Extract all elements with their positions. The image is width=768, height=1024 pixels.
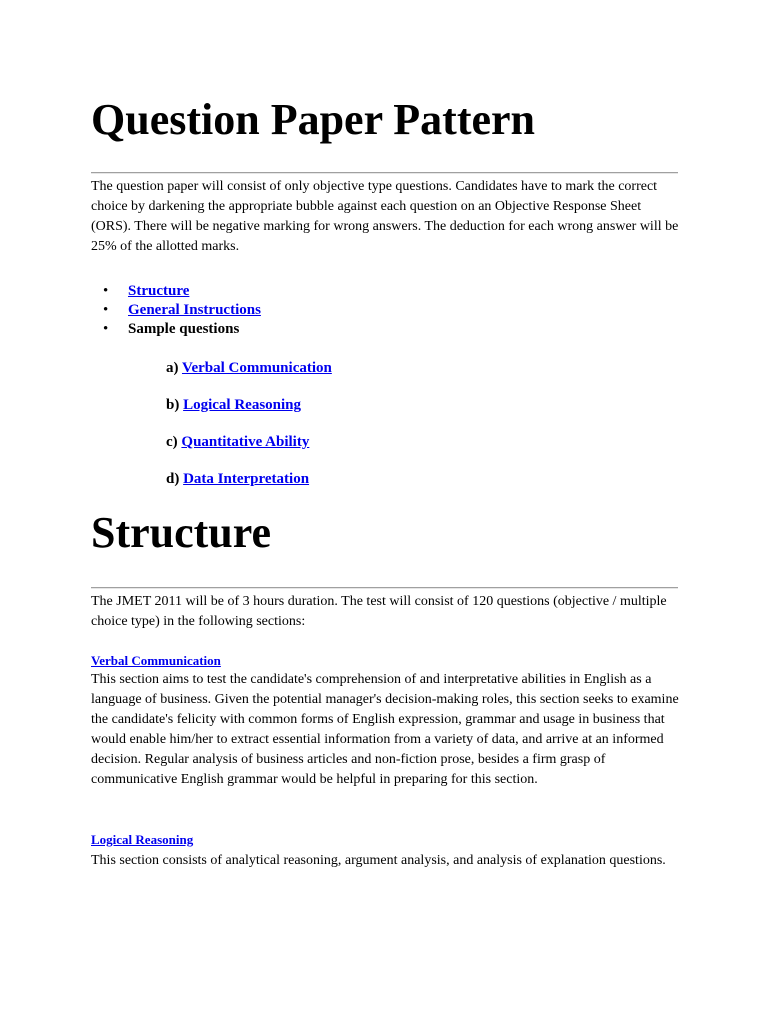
sample-prefix: b) [166, 397, 180, 413]
sample-link-verbal-communication[interactable]: Verbal Communication [181, 360, 332, 376]
sample-prefix: a) [166, 360, 179, 376]
sample-link-quantitative-ability[interactable]: Quantitative Ability [181, 434, 310, 450]
sample-prefix: d) [166, 471, 180, 487]
sample-item-logical [166, 395, 301, 415]
sample-prefix: c) [166, 434, 178, 450]
section-link-verbal-communication[interactable]: Verbal Communication [91, 653, 221, 668]
section-text-verbal-communication: This section aims to test the candidate's comprehension of and interpretative abilities in English as a language of business. Given the potential manager's decision-making roles, this section seeks to examine the candidate's felicity with common forms of English expression, grammar and usage in business that would enable him/her to extract essential information from a variety of data, and arrive at an informed decision. Regular analysis of business articles and non-fiction prose, besides a firm grasp of communicative English grammar would be helpful in preparing for this section. [91, 672, 679, 787]
toc-link-structure[interactable]: Structure [128, 283, 190, 299]
section-text-logical-reasoning: This section consists of analytical reasoning, argument analysis, and analysis of explanation questions. [91, 853, 666, 868]
bullet-icon: • [103, 321, 109, 337]
toc-item-general-instructions [91, 301, 261, 320]
toc-label-sample-questions: Sample questions [128, 321, 240, 337]
section-link-logical-reasoning[interactable]: Logical Reasoning [91, 832, 194, 847]
intro-paragraph: The question paper will consist of only objective type questions. Candidates have to mark the correct choice by darkening the appropriate bubble against each question on an Objective Response Sheet (ORS). There will be negative marking for wrong answers. The deduction for each wrong answer will be 25% of the allotted marks. [91, 179, 679, 254]
sample-item-quantitative [166, 432, 309, 452]
toc-item-sample-questions [91, 320, 261, 339]
sample-link-data-interpretation[interactable]: Data Interpretation [183, 471, 310, 487]
page-title: Question Paper Pattern [91, 95, 536, 144]
toc-link-general-instructions[interactable]: General Instructions [128, 302, 261, 318]
title-divider [91, 172, 678, 174]
table-of-contents [91, 282, 261, 339]
section-title-structure: Structure [91, 508, 272, 557]
sample-item-data [166, 469, 309, 489]
bullet-icon: • [103, 283, 109, 299]
toc-item-structure [91, 282, 261, 301]
sample-item-verbal [166, 358, 332, 378]
bullet-icon: • [103, 302, 109, 318]
structure-intro-paragraph: The JMET 2011 will be of 3 hours duration. The test will consist of 120 questions (objective / multiple choice type) in the following sections: [91, 594, 667, 629]
sample-link-logical-reasoning[interactable]: Logical Reasoning [183, 397, 302, 413]
structure-divider [91, 587, 678, 589]
